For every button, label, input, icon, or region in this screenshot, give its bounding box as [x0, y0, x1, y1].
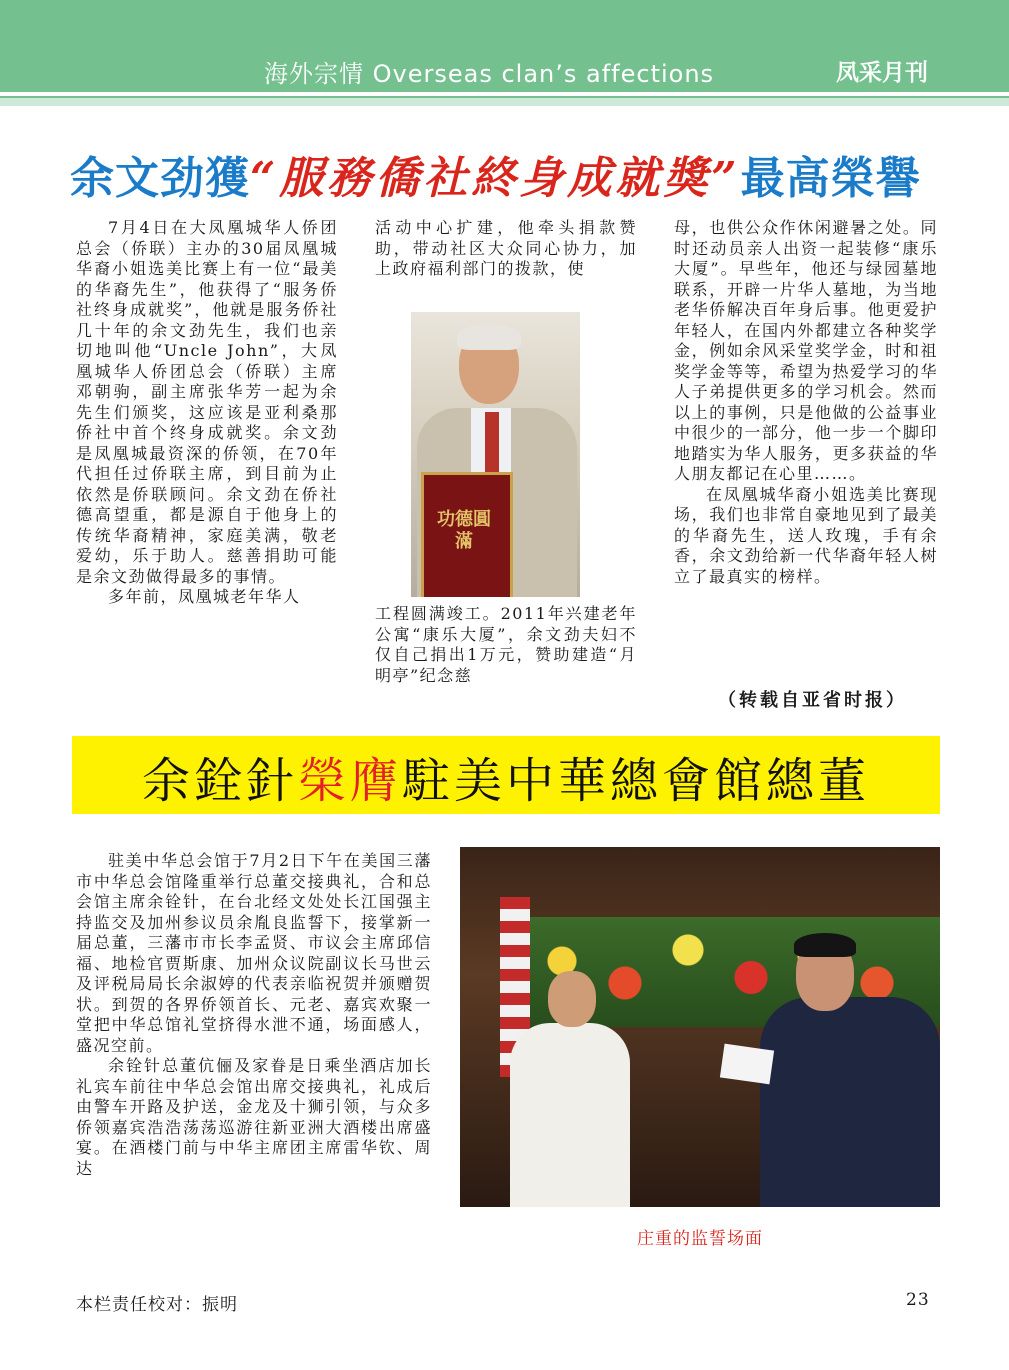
- photo-man-dark-suit: [760, 997, 940, 1207]
- photo-head: [548, 971, 596, 1027]
- photo-hair: [794, 933, 856, 957]
- article2-paragraph: 驻美中华总会馆于7月2日下午在美国三藩市中华总会馆隆重举行总董交接典礼，合和总会馆主席余铨针，在台北经文处处长江国强主持监交及加州参议员余胤良监誓下，接掌新一届总董，三藩市市长李孟贤、市议会主席邱信福、地检官贾斯康、加州众议院副议长马世云及评税局局长余淑婷的代表亲临祝贺并颁赠贺状。到贺的各界侨领首长、元老、嘉宾欢聚一堂把中华总馆礼堂挤得水泄不通，场面感人，盛况空前。: [76, 851, 432, 1055]
- article1-paragraph: 7月4日在大凤凰城华人侨团总会（侨联）主办的30届凤凰城华裔小姐选美比赛上有一位“最美的华裔先生”，他获得了“服务侨社终身成就奖”，他就是服务侨社几十年的余文劲先生，我们也亲切地叫他“Uncle John”，大凤凰城华人侨团总会（侨联）主席邓朝驹，副主席张华芳一起为余先生们颁奖，这应该是亚利桑那侨社中首个终身成就奖。余文劲是凤凰城最资深的侨领，在70年代担任过侨联主席，到目前为止依然是侨联顾问。余文劲在侨社德高望重，都是源自于他身上的传统华裔精神，家庭美满，敬老爱幼，乐于助人。慈善捐助可能是余文劲做得最多的事情。: [76, 218, 338, 586]
- article2-title-highlight: 榮膺: [297, 753, 402, 809]
- article1-paragraph: 工程圆满竣工。2011年兴建老年公寓“康乐大厦”，余文劲夫妇不仅自己捐出1万元，赞助建造“月明亭”纪念慈: [375, 604, 637, 685]
- article1-title-post: 最高榮譽: [740, 153, 921, 204]
- magazine-name: 凤采月刊: [836, 60, 928, 86]
- footer-proofreader: 本栏责任校对：振明: [76, 1295, 238, 1315]
- header-divider: [0, 92, 1009, 96]
- section-label: 海外宗情 Overseas clan’s affections: [264, 60, 715, 88]
- article1-column-2-top: [375, 218, 637, 280]
- article1-column-3: [674, 218, 938, 587]
- article1-paragraph: 在凤凰城华裔小姐选美比赛现场，我们也非常自豪地见到了最美的华裔先生，送人玫瑰，手有余香，余文劲给新一代华裔年轻人树立了最真实的榜样。: [674, 484, 938, 586]
- article1-title-pre: 余文劲獲: [70, 153, 250, 204]
- article1-column-1: [76, 218, 338, 608]
- photo-oath-paper: [720, 1044, 774, 1085]
- photo-caption: 庄重的监誓场面: [637, 1229, 763, 1249]
- award-photo: [411, 312, 580, 597]
- article1-credit: （转载自亚省时报）: [718, 690, 907, 711]
- article1-paragraph: 母，也供公众作休闲避暑之处。同时还动员亲人出资一起装修“康乐大厦”。早些年，他还与绿园墓地联系，开辟一片华人墓地，为当地老华侨解决百年身后事。他更爱护年轻人，在国内外都建立各种奖学金，例如余风采堂奖学金，时和祖奖学金等等，希望为热爱学习的华人子弟提供更多的学习机会。然而以上的事例，只是他做的公益事业中很少的一部分，他一步一个脚印地踏实为华人服务，更多获益的华人朋友都记在心里……。: [674, 218, 938, 483]
- article1-title-quote: “服務僑社終身成就獎”: [250, 153, 741, 204]
- article1-paragraph: 活动中心扩建，他牵头捐款赞助，带动社区大众同心协力，加上政府福利部门的拨款，使: [375, 218, 637, 278]
- award-plaque: [421, 472, 513, 597]
- photo-man-white-suit: [510, 1023, 630, 1207]
- photo-hair: [457, 324, 521, 350]
- article2-title-pre: 余銓針: [141, 753, 298, 809]
- article2-title: [72, 742, 940, 811]
- award-plaque-text: 功德圓滿: [437, 509, 491, 552]
- article2-title-post: 駐美中華總會館總董: [402, 753, 871, 809]
- article2-paragraph: 余铨针总董伉俪及家眷是日乘坐酒店加长礼宾车前往中华总会馆出席交接典礼，礼成后由警车开路及护送，金龙及十狮引领，与众多侨领嘉宾浩浩荡荡巡游往新亚洲大酒楼出席盛宴。在酒楼门前与中华主席团主席雷华钦、周达: [76, 1056, 432, 1178]
- article1-column-2-bottom: [375, 604, 637, 686]
- header-underline: [0, 98, 1009, 106]
- article1-title: [70, 142, 950, 206]
- article2-body: [76, 851, 432, 1179]
- oath-ceremony-photo: [460, 847, 940, 1207]
- article1-paragraph: 多年前，凤凰城老年华人: [108, 587, 301, 606]
- page-number: 23: [906, 1290, 930, 1310]
